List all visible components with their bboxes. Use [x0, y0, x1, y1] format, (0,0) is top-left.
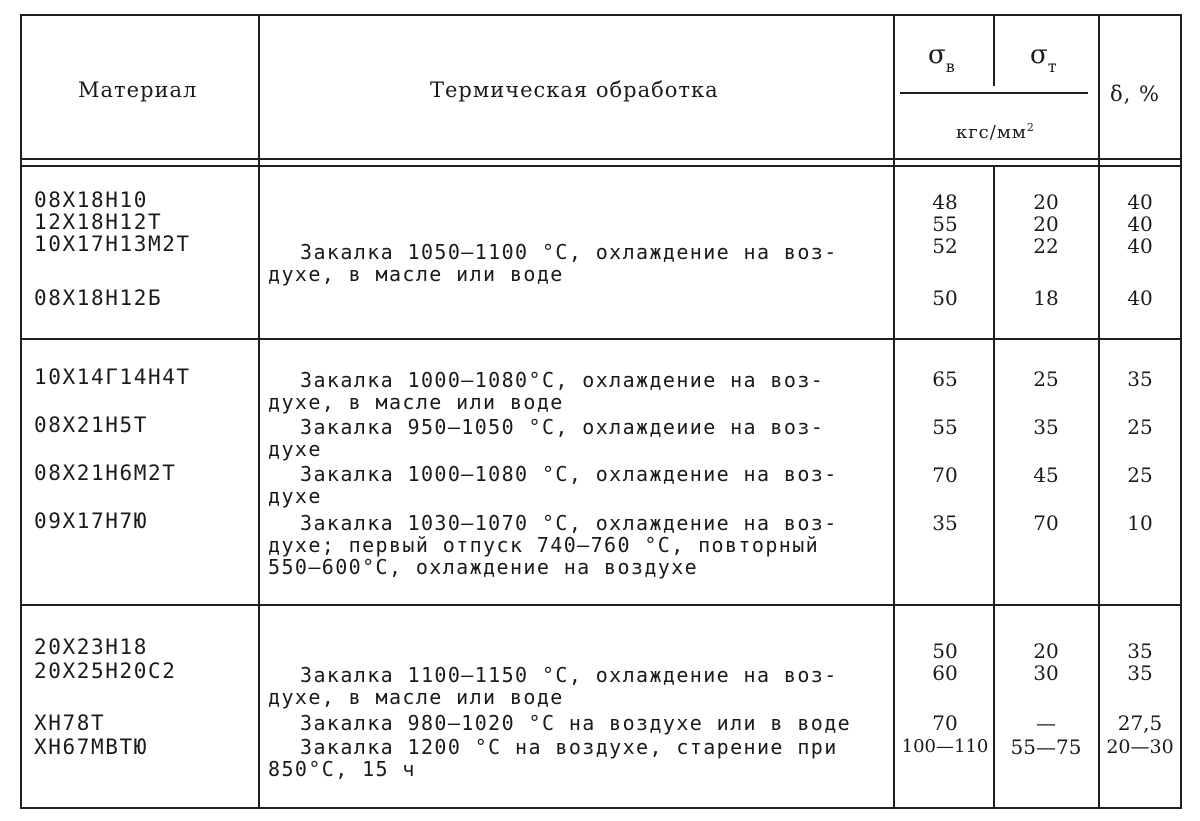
sigma-b-subscript: в: [945, 57, 955, 77]
sigma-t-cell: 35: [1033, 415, 1059, 439]
elongation-cell: 40: [1127, 234, 1153, 258]
sigma-t-cell: —: [1036, 711, 1056, 735]
treatment-line: Закалка 1200 °С на воздухе, старение при: [300, 735, 838, 759]
header-sigma-t: [1030, 40, 1057, 77]
material-cell: 08Х18Н10: [34, 188, 148, 212]
material-cell: 08Х21Н6М2Т: [34, 461, 177, 485]
sigma-b-cell: 55: [932, 415, 958, 439]
elongation-cell: 40: [1127, 212, 1153, 236]
elongation-cell: 40: [1127, 286, 1153, 310]
sigma-b-cell: 35: [932, 511, 958, 535]
sigma-b-cell: 50: [932, 639, 958, 663]
header-sigma-b: [928, 40, 955, 77]
group-separator-2: [20, 604, 1182, 606]
treatment-cell: [262, 712, 851, 734]
column-rule-material: [258, 14, 260, 809]
sigma-b-cell: 55: [932, 212, 958, 236]
sigma-t-cell: 25: [1033, 367, 1059, 391]
treatment-line: Закалка 1100—1150 °С, охлаждение на воз-: [300, 663, 838, 687]
treatment-cell: [262, 463, 838, 507]
table-left-border: [20, 14, 22, 809]
treatment-line: духе: [268, 437, 322, 461]
treatment-line: Закалка 980—1020 °С на воздухе или в воде: [300, 711, 852, 735]
treatment-line: Закалка 1050—1100 °С, охлаждение на воз-: [300, 240, 838, 264]
table-bottom-border: [20, 807, 1182, 809]
elongation-cell: 25: [1127, 415, 1153, 439]
material-cell: 10Х14Г14Н4Т: [34, 365, 191, 389]
elongation-cell: 40: [1127, 190, 1153, 214]
elongation-cell: 27,5: [1117, 711, 1163, 735]
sigma-t-subscript: т: [1047, 57, 1057, 77]
sigma-b-cell: 60: [932, 661, 958, 685]
header-material: Материал: [78, 78, 198, 102]
sigma-t-cell: 22: [1033, 234, 1059, 258]
treatment-line: духе; первый отпуск 740—760 °С, повторный: [268, 533, 820, 557]
treatment-line: Закалка 1030—1070 °С, охлаждение на воз-: [300, 511, 838, 535]
column-rule-sigma-b: [993, 14, 995, 86]
sigma-b-cell: 70: [932, 711, 958, 735]
treatment-cell: [262, 736, 838, 780]
elongation-cell: 10: [1127, 511, 1153, 535]
sigma-t-cell: 20: [1033, 212, 1059, 236]
sigma-b-cell: 48: [932, 190, 958, 214]
units-rule: [900, 92, 1088, 94]
material-cell: 08Х21Н5Т: [34, 413, 148, 437]
treatment-cell: [262, 416, 824, 460]
treatment-line: духе, в масле или воде: [268, 390, 564, 414]
material-cell: 08Х18Н12Б: [34, 286, 163, 310]
sigma-b-cell: 65: [932, 367, 958, 391]
header-elongation: δ, %: [1110, 82, 1160, 106]
treatment-line: духе, в масле или воде: [268, 685, 564, 709]
material-cell: ХН67МВТЮ: [34, 735, 148, 759]
header-units: [956, 121, 1035, 143]
sigma-b-cell: 52: [932, 234, 958, 258]
table-right-border: [1180, 14, 1182, 809]
treatment-cell: [262, 664, 838, 708]
units-superscript: 2: [1026, 121, 1035, 134]
column-rule-sigma-t: [1098, 14, 1100, 809]
group-separator-1: [20, 338, 1182, 340]
sigma-t-cell: 30: [1033, 661, 1059, 685]
column-rule-treatment: [893, 14, 895, 809]
treatment-line: Закалка 950—1050 °С, охлаждеиие на воз-: [300, 415, 825, 439]
header-treatment: Термическая обработка: [430, 78, 719, 102]
material-cell: 12Х18Н12Т: [34, 210, 163, 234]
treatment-line: духе, в масле или воде: [268, 262, 564, 286]
treatment-cell: [262, 241, 838, 285]
treatment-cell: [262, 512, 838, 578]
treatment-cell: [262, 369, 824, 413]
elongation-cell: 20—30: [1106, 736, 1174, 758]
treatment-line: 850°С, 15 ч: [268, 757, 416, 781]
material-cell: 20Х23Н18: [34, 635, 148, 659]
sigma-b-symbol: σ: [928, 40, 946, 70]
elongation-cell: 25: [1127, 463, 1153, 487]
sigma-t-cell: 45: [1033, 463, 1059, 487]
sigma-t-cell: 20: [1033, 639, 1059, 663]
table-top-border: [20, 14, 1182, 16]
treatment-line: Закалка 1000—1080 °С, охлаждение на воз-: [300, 462, 838, 486]
material-cell: 20Х25Н20С2: [34, 659, 177, 683]
elongation-cell: 35: [1127, 639, 1153, 663]
sigma-b-cell: 70: [932, 463, 958, 487]
material-cell: 09Х17Н7Ю: [34, 509, 148, 533]
elongation-cell: 35: [1127, 661, 1153, 685]
sigma-t-cell: 70: [1033, 511, 1059, 535]
sigma-b-cell: 100—110: [901, 736, 989, 757]
material-cell: ХН78Т: [34, 711, 106, 735]
column-rule-sigma-b-body: [993, 165, 995, 809]
sigma-t-symbol: σ: [1030, 40, 1048, 70]
treatment-line: Закалка 1000—1080°С, охлаждение на воз-: [300, 368, 825, 392]
sigma-t-cell: 55—75: [1010, 735, 1082, 759]
sigma-t-cell: 20: [1033, 190, 1059, 214]
treatment-line: 550—600°С, охлаждение на воздухе: [268, 555, 699, 579]
material-cell: 10Х17Н13М2Т: [34, 232, 191, 256]
header-double-rule-1: [20, 158, 1182, 160]
sigma-b-cell: 50: [932, 286, 958, 310]
treatment-line: духе: [268, 484, 322, 508]
header-double-rule-2: [20, 165, 1182, 167]
units-text: кгс/мм: [956, 122, 1027, 143]
sigma-t-cell: 18: [1033, 286, 1059, 310]
elongation-cell: 35: [1127, 367, 1153, 391]
